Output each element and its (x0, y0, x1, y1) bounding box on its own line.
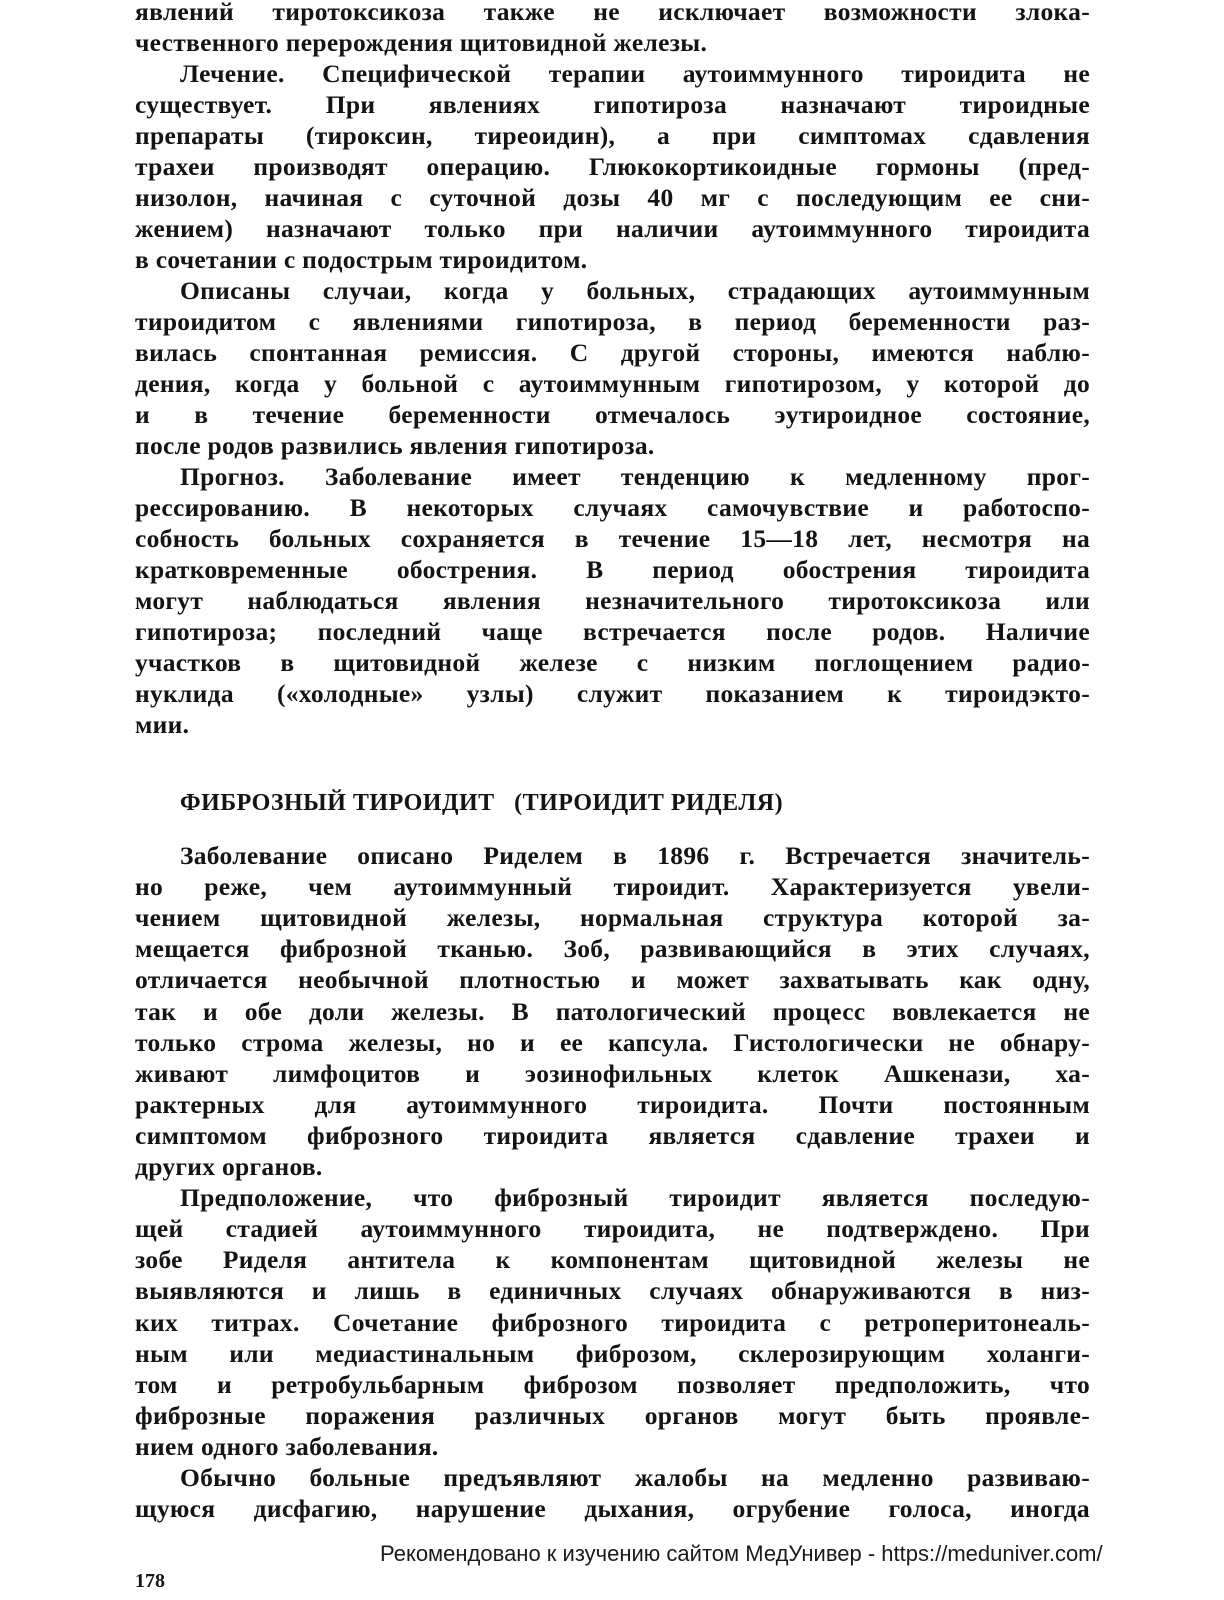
text-line: тироидитом с явлениями гипотироза, в период беременности раз- (135, 307, 1090, 336)
text-line: щей стадией аутоиммунного тироидита, не подтверждено. При (135, 1214, 1090, 1244)
text-line: препараты (тироксин, тиреоидин), а при симптомах сдавления (135, 121, 1090, 150)
text-line: живают лимфоцитов и эозинофильных клеток Ашкенази, ха- (135, 1058, 1090, 1088)
text-line: нуклида («холодные» узлы) служит показанием к тироидэкто- (135, 679, 1090, 708)
text-line: том и ретробульбарным фиброзом позволяет предположить, что (135, 1369, 1090, 1399)
text-line: зобе Риделя антитела к компонентам щитовидной железы не (135, 1245, 1090, 1275)
text-line: симптомом фиброзного тироидита является сдавление трахеи и (135, 1120, 1090, 1150)
text-line: трахеи производят операцию. Глюкокортикоидные гормоны (пред- (135, 152, 1090, 181)
text-line: рактерных для аутоиммунного тироидита. Почти постоянным (135, 1089, 1090, 1119)
text-line: участков в щитовидной железе с низким поглощением радио- (135, 648, 1090, 677)
text-line: так и обе доли железы. В патологический процесс вовлекается не (135, 996, 1090, 1026)
text-line: мещается фиброзной тканью. Зоб, развивающийся в этих случаях, (135, 934, 1090, 964)
text-line: Обычно больные предъявляют жалобы на медленно развиваю- (180, 1463, 1090, 1492)
text-line: собность больных сохраняется в течение 15—18 лет, несмотря на (135, 524, 1090, 553)
text-line: чением щитовидной железы, нормальная структура которой за- (135, 903, 1090, 933)
text-line: выявляются и лишь в единичных случаях обнаруживаются в низ- (135, 1276, 1090, 1306)
text-line: гипотироза; последний чаще встречается после родов. Наличие (135, 617, 1090, 646)
text-line: Лечение. Специфической терапии аутоиммунного тироидита не (180, 59, 1090, 88)
text-line: ным или медиастинальным фиброзом, склерозирующим холанги- (135, 1338, 1090, 1368)
text-line: низолон, начиная с суточной дозы 40 мг с последующим ее сни- (135, 183, 1090, 212)
section-heading: ФИБРОЗНЫЙ ТИРОИДИТ (ТИРОИДИТ РИДЕЛЯ) (180, 790, 784, 816)
text-line: мии. (135, 710, 190, 739)
text-line: жением) назначают только при наличии аутоиммунного тироидита (135, 214, 1090, 243)
text-line: и в течение беременности отмечалось эутироидное состояние, (135, 400, 1090, 429)
text-line: щуюся дисфагию, нарушение дыхания, огрубение голоса, иногда (135, 1494, 1090, 1524)
text-line: кратковременные обострения. В период обострения тироидита (135, 555, 1090, 584)
text-line: нием одного заболевания. (135, 1431, 439, 1461)
text-line: фиброзные поражения различных органов могут быть проявле- (135, 1400, 1090, 1430)
text-line: Прогноз. Заболевание имеет тенденцию к медленному прог- (180, 462, 1090, 491)
text-line: существует. При явлениях гипотироза назначают тироидные (135, 90, 1090, 119)
text-line: дения, когда у больной с аутоиммунным гипотирозом, у которой до (135, 369, 1090, 398)
text-line: только строма железы, но и ее капсула. Гистологически не обнару- (135, 1027, 1090, 1057)
text-line: в сочетании с подострым тироидитом. (135, 245, 588, 274)
text-line: Заболевание описано Риделем в 1896 г. Встречается значитель- (180, 841, 1090, 870)
text-line: Предположение, что фиброзный тироидит является последую- (180, 1183, 1090, 1213)
text-line: вилась спонтанная ремиссия. С другой стороны, имеются наблю- (135, 338, 1090, 367)
text-line: чественного перерождения щитовидной железы. (135, 28, 708, 57)
text-line: рессированию. В некоторых случаях самочувствие и работоспо- (135, 493, 1090, 522)
text-line: после родов развились явления гипотироза. (135, 431, 655, 460)
text-line: ких титрах. Сочетание фиброзного тироидита с ретроперитонеаль- (135, 1307, 1090, 1337)
text-line: отличается необычной плотностью и может захватывать как одну, (135, 965, 1090, 995)
text-line: но реже, чем аутоиммунный тироидит. Характеризуется увели- (135, 872, 1090, 902)
text-line: явлений тиротоксикоза также не исключает возможности злока- (135, 0, 1090, 26)
text-line: Описаны случаи, когда у больных, страдающих аутоиммунным (180, 276, 1090, 305)
page-number: 178 (135, 1570, 165, 1592)
text-line: других органов. (135, 1152, 323, 1181)
watermark-note[interactable]: Рекомендовано к изучению сайтом МедУнивер - https://meduniver.com/ (380, 1541, 1103, 1566)
text-line: могут наблюдаться явления незначительного тиротоксикоза или (135, 586, 1090, 615)
